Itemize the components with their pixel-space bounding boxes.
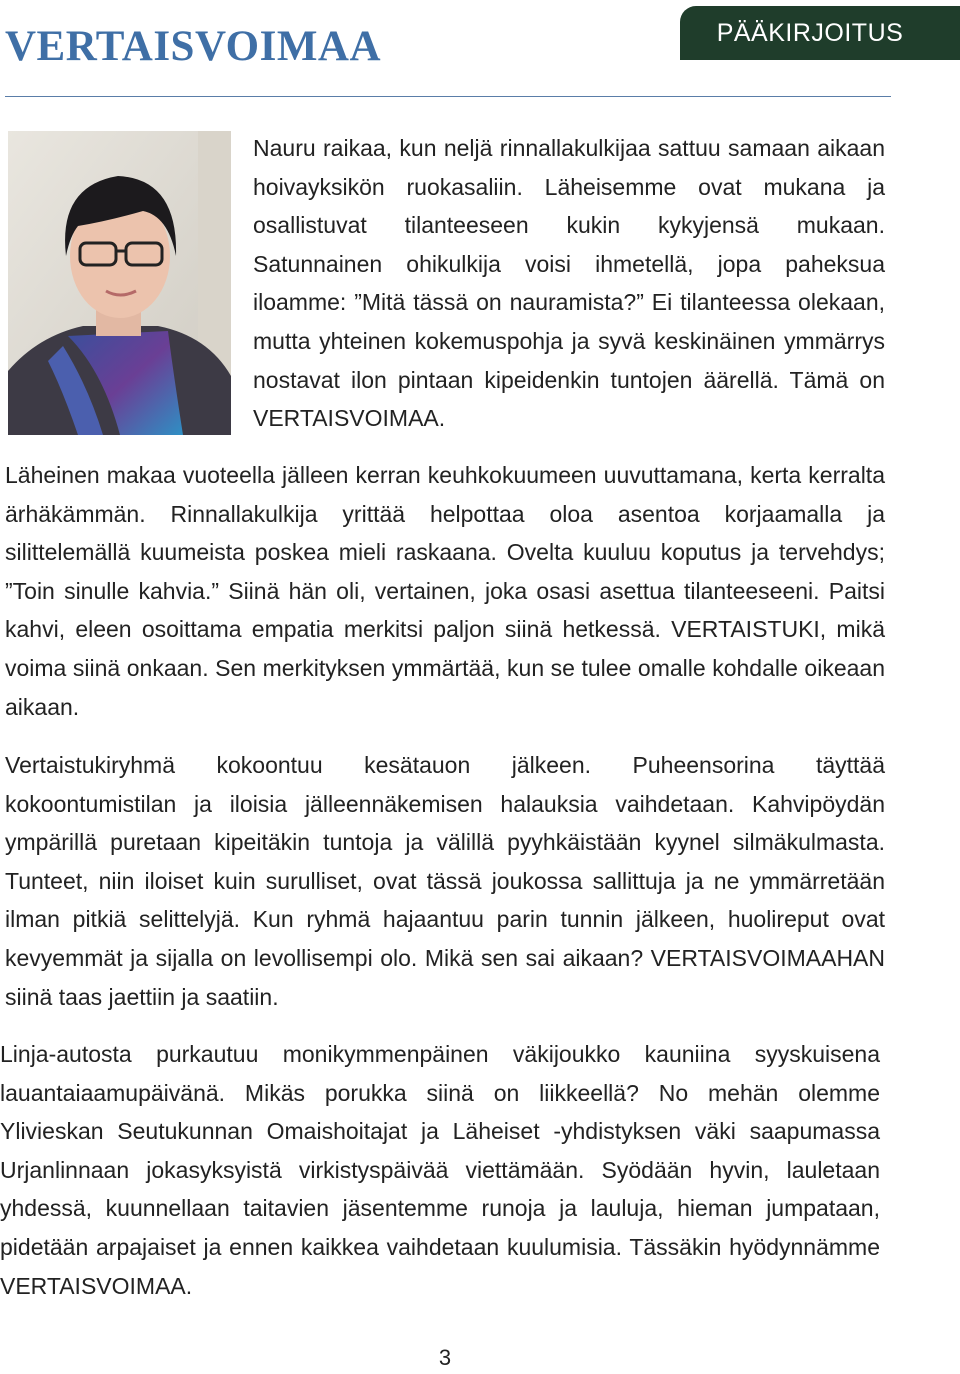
section-label-text: PÄÄKIRJOITUS <box>716 18 904 47</box>
section-label-banner <box>680 6 960 60</box>
page-number: 3 <box>438 1345 452 1370</box>
paragraph-1: Nauru raikaa, kun neljä rinnallakulkijaa sattuu samaan aikaan hoivayksikön ruokasaliin. Läheisemme ovat mukana ja osallistuvat tilanteeseen kukin kykyjensä mukaan. Satunnainen ohikulkija voisi ihmetellä, jopa paheksua iloamme: ”Mitä tässä on nauramista?” Ei tilanteessa olekaan, mutta yhteinen kokemuspohja ja syvä keskinäinen ymmärrys nostavat ilon pintaan kipeidenkin tuntojen äärellä. Tämä on VERTAISVOIMAA. <box>253 135 885 432</box>
paragraph-4: Linja-autosta purkautuu monikymmenpäinen väkijoukko kauniina syyskuisena lauantaiaamupäivänä. Mikäs porukka siinä on liikkeellä? No mehän olemme Ylivieskan Seutukunnan Omaishoitajat ja Läheiset -yhdistyksen väki saapumassa Urjanlinnaan jokasyksyistä virkistyspäivää viettämään. Syödään hyvin, lauletaan yhdessä, kuunnellaan taitavien jäsentemme runoja ja lauluja, hieman jumpataan, pidetään arpajaiset ja ennen kaikkea vaihdetaan kuulumisia. Tässäkin hyödynnämme VERTAISVOIMAA. <box>0 1041 880 1299</box>
paragraph-2: Läheinen makaa vuoteella jälleen kerran keuhkokuumeen uuvuttamana, kerta kerralta ärhäkämmän. Rinnallakulkija yrittää helpottaa oloa asentoa korjaamalla ja silittelemällä kuumeista poskea mieli raskaana. Ovelta kuuluu koputus ja tervehdys; ”Toin sinulle kahvia.” Siinä hän oli, vertainen, joka osasi asettua tilanteeseeni. Paitsi kahvi, eleen osoittama empatia merkitsi paljon siinä hetkessä. VERTAISTUKI, mikä voima siinä onkaan. Sen merkityksen ymmärtää, kun se tulee omalle kohdalle oikeaan aikaan. <box>5 462 885 720</box>
title-divider <box>5 96 891 97</box>
article-title: VERTAISVOIMAA <box>5 23 382 70</box>
paragraph-3: Vertaistukiryhmä kokoontuu kesätauon jälkeen. Puheensorina täyttää kokoontumistilan ja iloisia jälleennäkemisen halauksia vaihdetaan. Kahvipöydän ympärillä puretaan kipeitäkin tuntoja ja välillä pyyhkäistään kyynel silmäkulmasta. Tunteet, niin iloiset kuin surulliset, ovat tässä joukossa sallittuja ja ne ymmärretään ilman pitkiä selittelyjä. Kun ryhmä hajaantuu parin tunnin jälkeen, huolireput ovat kevyemmät ja sijalla on levollisempi olo. Mikä sen sai aikaan? VERTAISVOIMAAHAN siinä taas jaettiin ja saatiin. <box>5 752 885 1010</box>
author-portrait <box>8 131 231 435</box>
